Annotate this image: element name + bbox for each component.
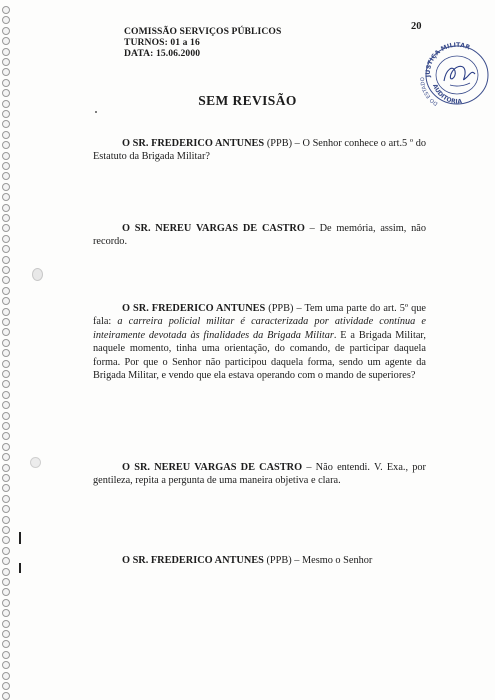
binder-hole [2,391,10,399]
header-shifts: TURNOS: 01 a 16 [124,37,200,48]
binder-hole [2,672,10,680]
binder-hole [2,328,10,336]
transcript-paragraph [93,302,426,382]
stamp-top-text: JUSTIÇA MILITAR [424,41,471,78]
binder-hole [2,422,10,430]
binder-hole [2,318,10,326]
document-header [124,26,281,59]
binder-hole [2,412,10,420]
speaker-name: O SR. FREDERICO ANTUNES [122,303,266,314]
binder-hole [2,453,10,461]
binder-hole [2,547,10,555]
binder-hole [2,183,10,191]
header-date: DATA: 15.06.2000 [124,48,201,59]
binder-hole [2,193,10,201]
binder-hole [2,630,10,638]
binder-hole [2,360,10,368]
speaker-name: O SR. FREDERICO ANTUNES [122,138,265,149]
binder-hole [2,6,10,14]
speech-text: – De memória, assim, não recordo. [93,223,426,248]
scan-blot [30,457,41,468]
binder-hole [2,27,10,35]
speech-text-continued: . E a Brigada Militar, naquele momento, tinha uma orientação, do comando, de participar daquela forma. Por que o Senhor não participou daquela forma, sendo um agente da Brigada Militar, e vendo que ela estava operando com o mando de superiores? [93,329,427,382]
scan-mark [19,563,21,573]
binder-hole [2,692,10,700]
binder-hole [2,484,10,492]
binder-hole [2,568,10,576]
svg-text:JUSTIÇA MILITAR [425,42,471,79]
binder-hole [2,172,10,180]
transcript-paragraph [93,554,426,567]
speech-text: – Tem uma parte do art. 5º que fala: [93,303,427,328]
binder-hole [2,48,10,56]
binder-hole [2,516,10,524]
binder-hole [2,640,10,648]
binder-hole [2,443,10,451]
binder-hole [2,526,10,534]
binder-hole [2,308,10,316]
binder-hole [2,68,10,76]
binder-hole [2,141,10,149]
binder-hole [2,131,10,139]
page-title: SEM REVISÃO [198,93,297,108]
transcript-paragraph [93,137,426,164]
binder-hole [2,266,10,274]
binder-hole [2,245,10,253]
binder-hole [2,661,10,669]
page-number: 20 [411,21,422,32]
binder-hole [2,432,10,440]
speaker-party: (PPB) [266,555,292,566]
binder-hole [2,120,10,128]
binder-hole [2,276,10,284]
speech-text: – Não entendi. V. Exa., por gentileza, repita a pergunta de uma maneira objetiva e clara. [93,462,426,487]
binder-hole [2,380,10,388]
binder-hole [2,79,10,87]
speaker-party: (PPB) [268,303,294,314]
binder-hole [2,474,10,482]
binder-hole [2,339,10,347]
binder-hole [2,588,10,596]
binder-hole [2,464,10,472]
binder-hole [2,620,10,628]
binder-hole [2,609,10,617]
header-commission: COMISSÃO SERVIÇOS PÚBLICOS [124,26,282,37]
quoted-article: a carreira policial militar é caracterizada por atividade contínua e inteiramente devotada às finalidades da Brigada Militar [93,316,426,341]
binder-hole [2,256,10,264]
binder-hole [2,204,10,212]
transcript-paragraph [93,461,426,488]
stamp-left-text: DO ESTADO [420,77,440,107]
binder-hole [2,401,10,409]
binder-hole [2,37,10,45]
binder-hole [2,505,10,513]
binder-hole [2,599,10,607]
binder-hole [2,651,10,659]
binder-hole [2,370,10,378]
speaker-name: O SR. NEREU VARGAS DE CASTRO [122,223,305,234]
binder-hole [2,349,10,357]
binder-hole [2,162,10,170]
stamp-bottom-text: AUDITORIA [431,83,463,106]
binder-hole [2,214,10,222]
binder-hole [2,557,10,565]
binder-hole [2,297,10,305]
binder-hole [2,495,10,503]
speaker-name: O SR. NEREU VARGAS DE CASTRO [122,462,303,473]
binder-hole [2,16,10,24]
scan-speck [95,111,97,113]
binder-hole [2,578,10,586]
binder-hole [2,287,10,295]
binder-hole [2,235,10,243]
binder-hole [2,110,10,118]
speaker-party: (PPB) [266,138,293,149]
binder-hole [2,152,10,160]
scan-blot [32,268,43,281]
binder-hole [2,682,10,690]
binder-hole [2,224,10,232]
speech-text: – Mesmo o Senhor [291,555,373,566]
stamp-signature [444,66,475,81]
binder-hole [2,58,10,66]
transcript-paragraph [93,222,426,249]
speaker-name: O SR. FREDERICO ANTUNES [122,555,264,566]
speech-text: – O Senhor conhece o art.5 º do Estatuto da Brigada Militar? [93,138,426,163]
scan-mark [19,532,21,544]
binder-hole [2,536,10,544]
